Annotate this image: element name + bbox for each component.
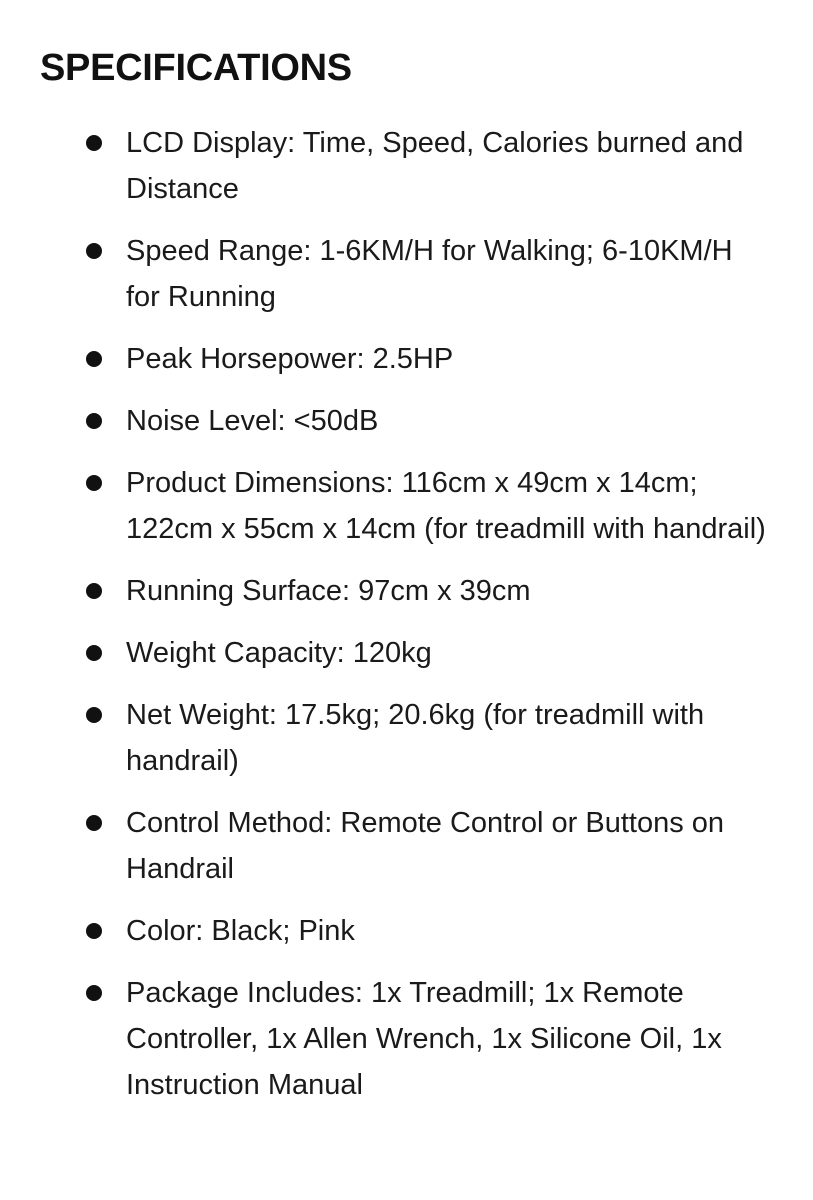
bullet-icon xyxy=(86,985,102,1001)
spec-text: Speed Range: 1-6KM/H for Walking; 6-10KM/H for Running xyxy=(126,235,733,313)
spec-list xyxy=(40,120,773,1108)
bullet-icon xyxy=(86,707,102,723)
spec-text: Net Weight: 17.5kg; 20.6kg (for treadmill with handrail) xyxy=(126,699,705,777)
page-title: SPECIFICATIONS xyxy=(40,47,352,89)
spec-item-noise-level xyxy=(40,398,773,444)
bullet-icon xyxy=(86,923,102,939)
spec-item-lcd-display xyxy=(40,120,773,212)
bullet-icon xyxy=(86,135,102,151)
spec-text: Noise Level: <50dB xyxy=(126,405,379,437)
spec-item-color xyxy=(40,908,773,954)
bullet-icon xyxy=(86,413,102,429)
spec-text: Product Dimensions: 116cm x 49cm x 14cm; 122cm x 55cm x 14cm (for treadmill with handrail) xyxy=(126,467,766,545)
bullet-icon xyxy=(86,243,102,259)
spec-item-control-method xyxy=(40,800,773,892)
spec-item-weight-capacity xyxy=(40,630,773,676)
spec-item-net-weight xyxy=(40,692,773,784)
bullet-icon xyxy=(86,351,102,367)
spec-item-running-surface xyxy=(40,568,773,614)
spec-text: LCD Display: Time, Speed, Calories burned and Distance xyxy=(126,127,744,205)
spec-text: Peak Horsepower: 2.5HP xyxy=(126,343,454,375)
spec-item-package-includes xyxy=(40,970,773,1108)
spec-text: Running Surface: 97cm x 39cm xyxy=(126,575,531,607)
spec-text: Color: Black; Pink xyxy=(126,915,355,947)
bullet-icon xyxy=(86,815,102,831)
bullet-icon xyxy=(86,583,102,599)
spec-item-peak-horsepower xyxy=(40,336,773,382)
spec-text: Package Includes: 1x Treadmill; 1x Remote Controller, 1x Allen Wrench, 1x Silicone Oil, 1x Instruction Manual xyxy=(126,977,722,1101)
spec-text: Control Method: Remote Control or Buttons on Handrail xyxy=(126,807,725,885)
bullet-icon xyxy=(86,475,102,491)
spec-text: Weight Capacity: 120kg xyxy=(126,637,432,669)
spec-item-speed-range xyxy=(40,228,773,320)
bullet-icon xyxy=(86,645,102,661)
spec-item-product-dimensions xyxy=(40,460,773,552)
